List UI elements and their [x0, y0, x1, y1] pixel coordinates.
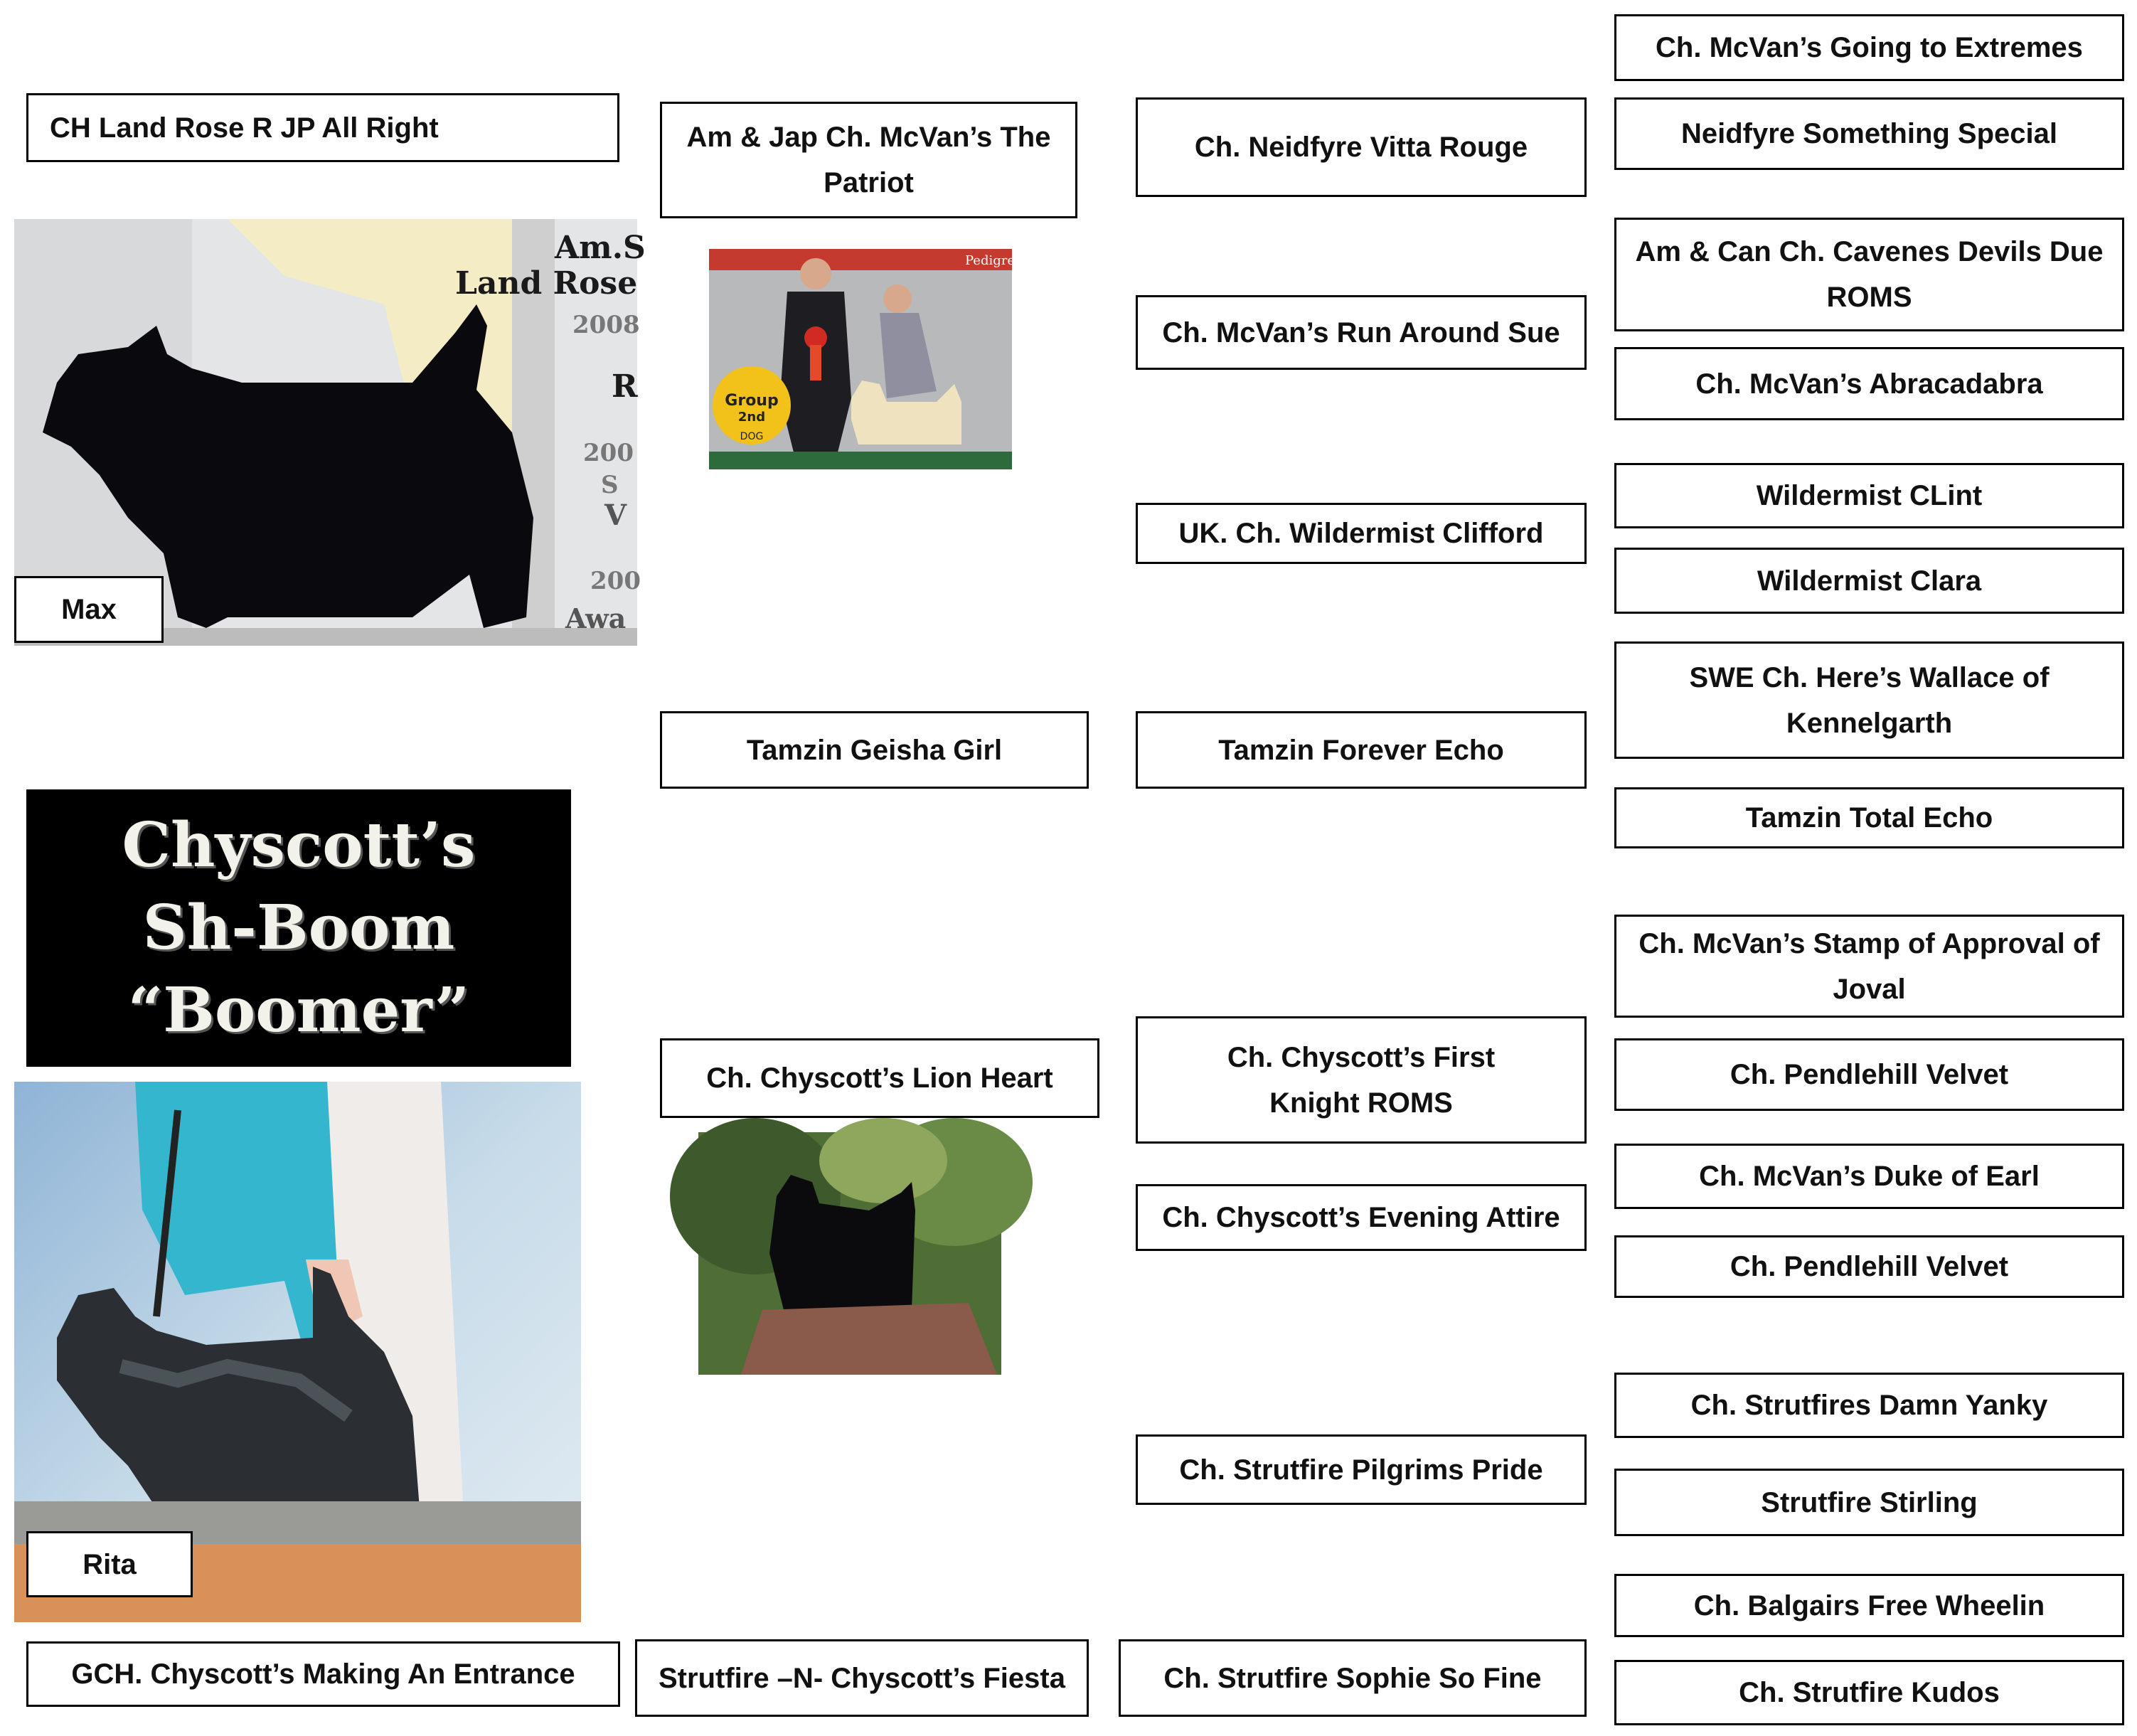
backdrop-text-7: V [604, 499, 627, 532]
gen4-box-2: Neidfyre Something Special [1614, 97, 2124, 170]
photo-corner-text: Pedigree [965, 253, 1023, 268]
backdrop-text-2: Land Rose [455, 265, 638, 302]
gen3-box-4: Tamzin Forever Echo [1136, 711, 1587, 789]
gen3-box-1: Ch. Neidfyre Vitta Rouge [1136, 97, 1587, 197]
gen4-box-3: Am & Can Ch. Cavenes Devils Due ROMS [1614, 218, 2124, 331]
dam-name: GCH. Chyscott’s Making An Entrance [71, 1658, 575, 1690]
sire-photo-caption: Max [14, 576, 164, 643]
gen4-box-8: Tamzin Total Echo [1614, 787, 2124, 848]
gen3-box-3: UK. Ch. Wildermist Clifford [1136, 503, 1587, 564]
gen4-box-10: Ch. Pendlehill Velvet [1614, 1038, 2124, 1111]
rosette-text-1: Group [725, 392, 779, 410]
sire-dam-box: Tamzin Geisha Girl [660, 711, 1089, 789]
sire-photo [14, 219, 646, 646]
backdrop-text-5: 200 [583, 439, 634, 467]
dog-title-block [26, 789, 571, 1067]
sire-name: CH Land Rose R JP All Right [50, 112, 439, 144]
dam-sire-box: Ch. Chyscott’s Lion Heart [660, 1038, 1099, 1118]
gen4-box-7: SWE Ch. Here’s Wallace of Kennelgarth [1614, 641, 2124, 759]
gen4-box-16: Ch. Strutfire Kudos [1614, 1660, 2124, 1725]
rosette-text-2: 2nd [737, 410, 766, 425]
sign-text: DOG [740, 431, 764, 442]
backdrop-text-3: 2008 [572, 311, 640, 339]
outdoor-dog-illustration [698, 1132, 1001, 1375]
dam-sire-photo [698, 1132, 1001, 1375]
gen4-box-5: Wildermist CLint [1614, 463, 2124, 528]
gen3-box-6: Ch. Chyscott’s Evening Attire [1136, 1184, 1587, 1251]
title-line-1: Chyscott’s [122, 809, 476, 881]
gen4-box-14: Strutfire Stirling [1614, 1469, 2124, 1536]
gen3-box-8: Ch. Strutfire Sophie So Fine [1119, 1639, 1587, 1717]
sire-sire-box: Am & Jap Ch. McVan’s The Patriot [660, 102, 1077, 218]
gen4-box-1: Ch. McVan’s Going to Extremes [1614, 14, 2124, 81]
gen4-box-11: Ch. McVan’s Duke of Earl [1614, 1144, 2124, 1209]
title-line-3: “Boomer” [127, 974, 470, 1046]
sire-sire-photo [709, 249, 1023, 469]
backdrop-text-9: Awa [565, 602, 627, 634]
sire-box [26, 93, 619, 162]
backdrop-text-4: R [612, 368, 638, 405]
backdrop-text-8: 200 [590, 567, 641, 595]
title-line-2: Sh-Boom [142, 892, 455, 964]
gen4-box-12: Ch. Pendlehill Velvet [1614, 1235, 2124, 1298]
dam-box [26, 1641, 620, 1707]
dam-photo-caption: Rita [26, 1531, 193, 1597]
gen4-box-4: Ch. McVan’s Abracadabra [1614, 347, 2124, 420]
backdrop-text-1: Am.S [555, 230, 646, 266]
gen4-box-15: Ch. Balgairs Free Wheelin [1614, 1574, 2124, 1637]
gen4-box-13: Ch. Strutfires Damn Yanky [1614, 1373, 2124, 1438]
gen3-box-2: Ch. McVan’s Run Around Sue [1136, 295, 1587, 370]
backdrop-text-6: S [601, 471, 619, 499]
gen4-box-9: Ch. McVan’s Stamp of Approval of Joval [1614, 915, 2124, 1018]
gen3-box-7: Ch. Strutfire Pilgrims Pride [1136, 1434, 1587, 1505]
show-win-illustration [709, 249, 1023, 469]
gen4-box-6: Wildermist Clara [1614, 548, 2124, 614]
dam-photo [14, 1082, 581, 1620]
dam-dam-box: Strutfire –N- Chyscott’s Fiesta [635, 1639, 1089, 1717]
gen3-box-5: Ch. Chyscott’s First Knight ROMS [1136, 1016, 1587, 1144]
